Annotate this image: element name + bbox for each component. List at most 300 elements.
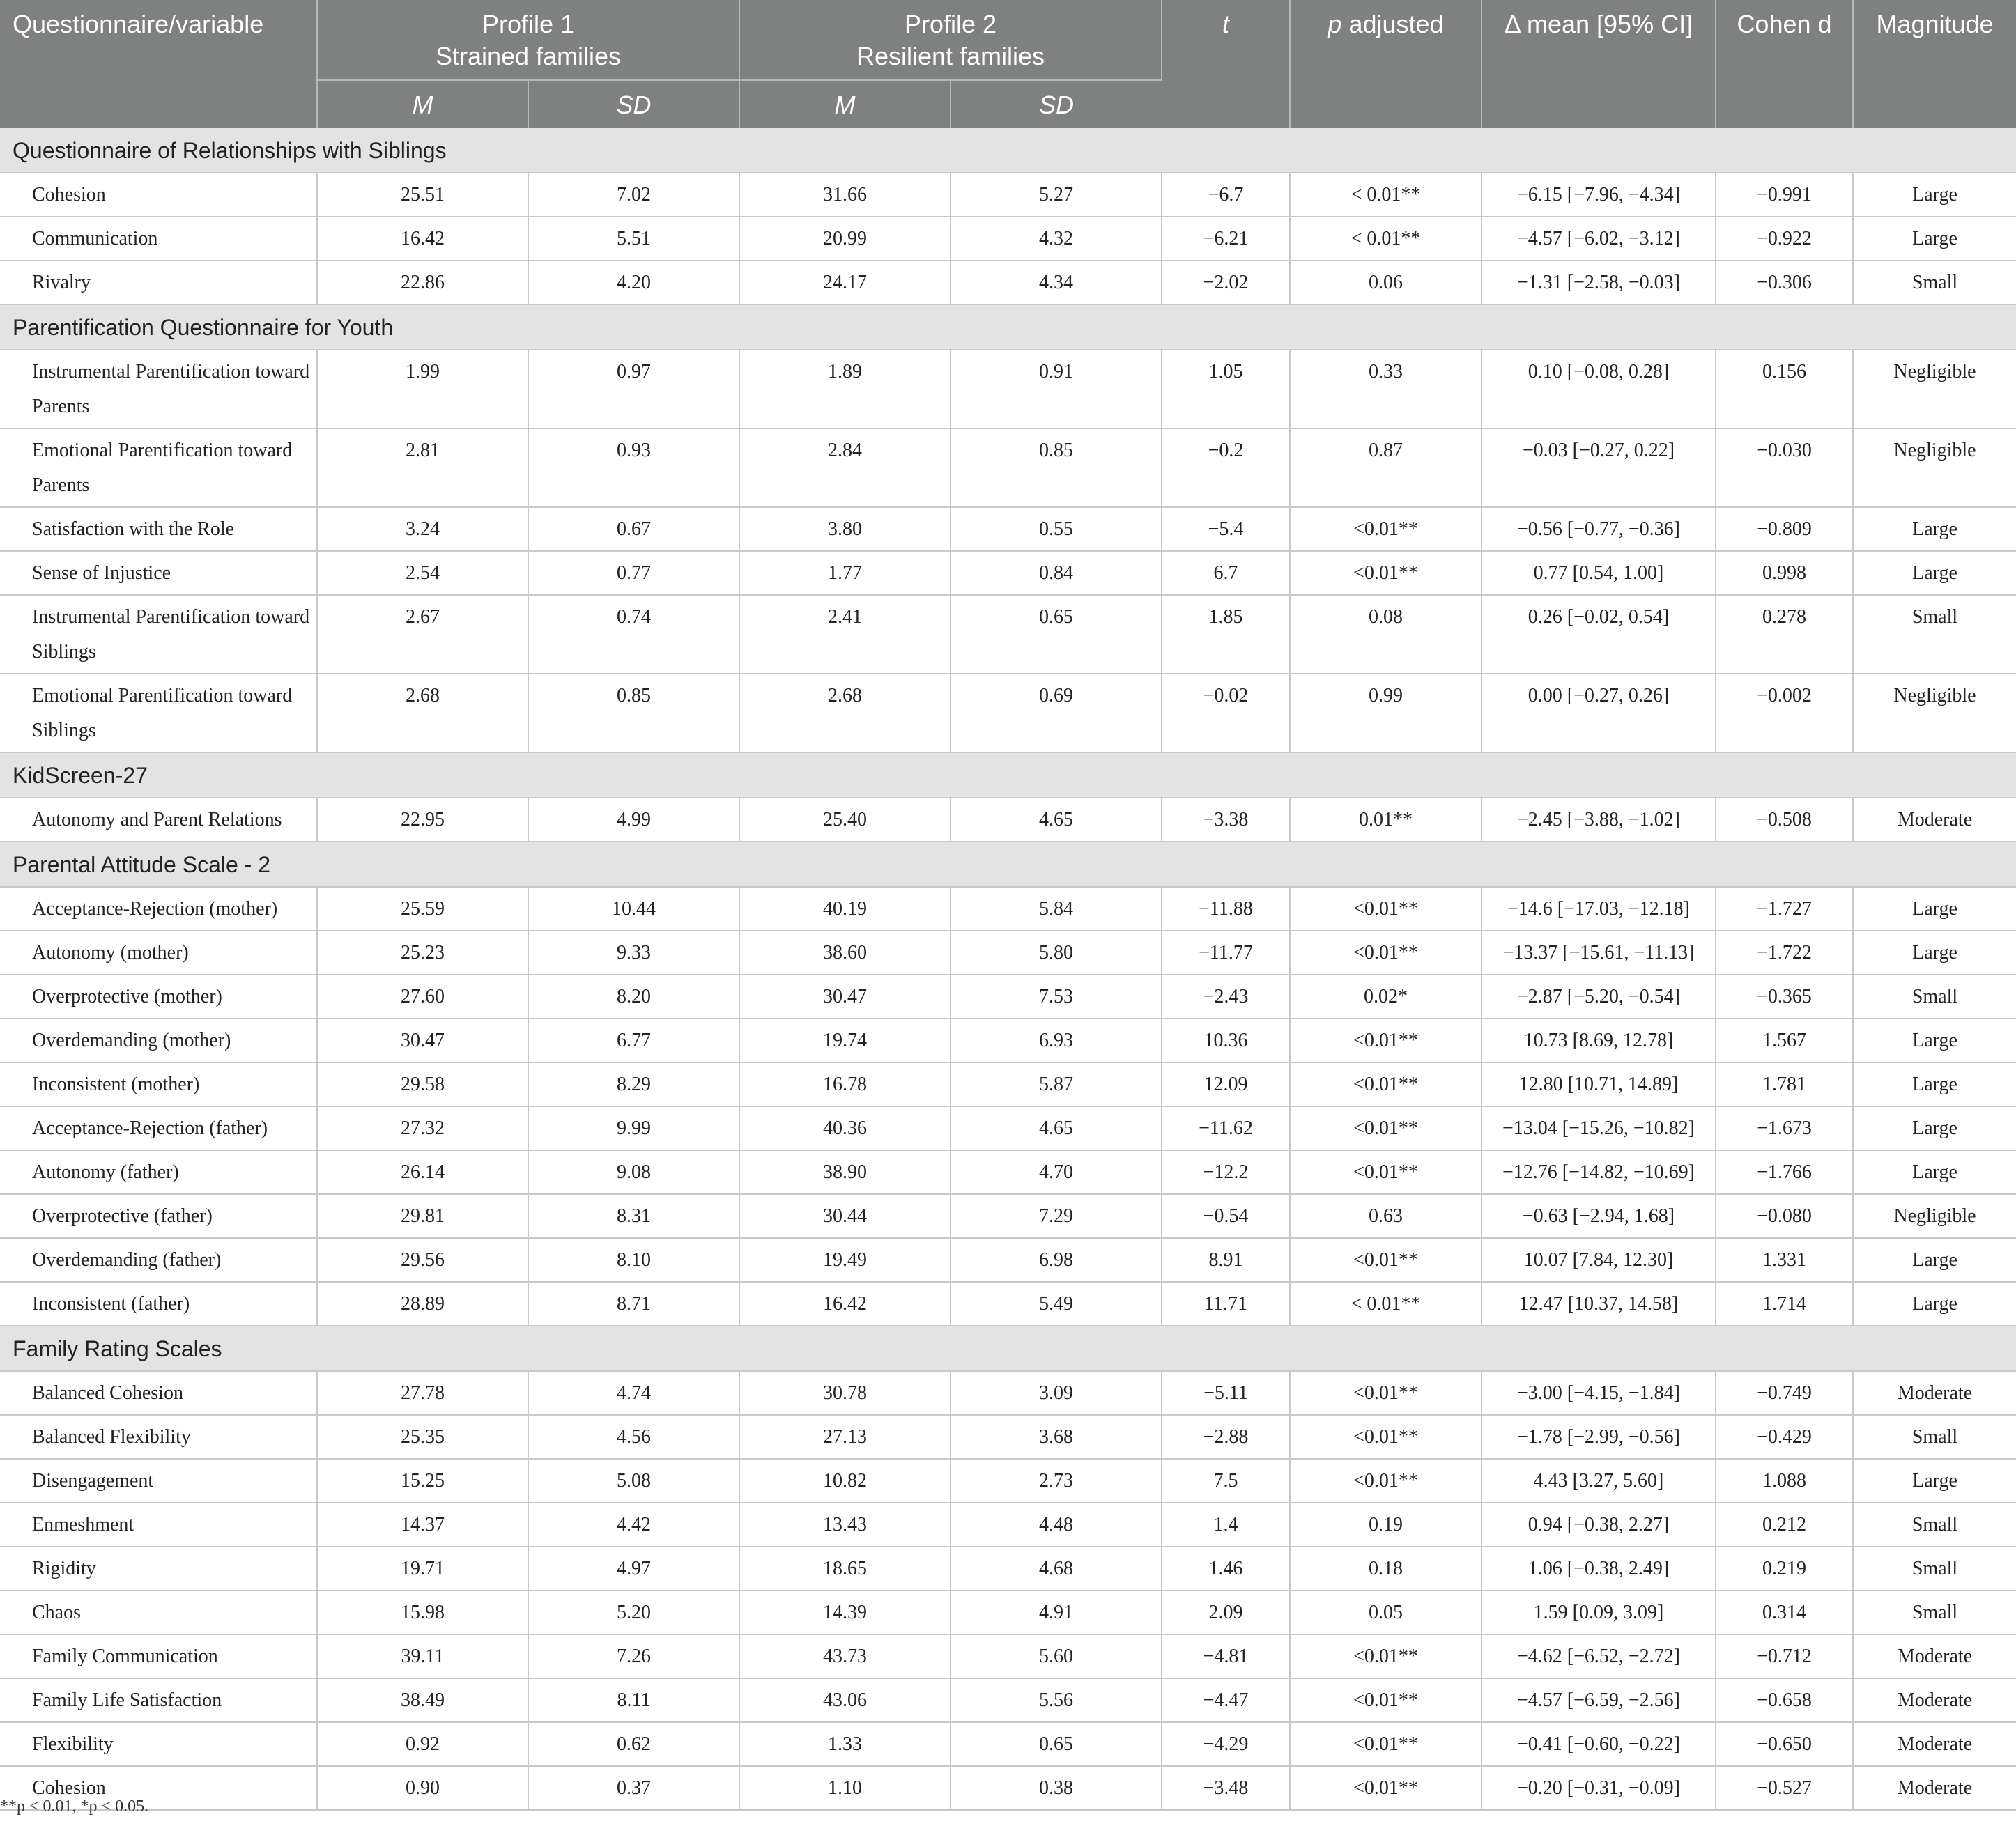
t-cell: 1.4 <box>1162 1503 1290 1547</box>
table-row <box>0 1766 2016 1810</box>
p-adjusted-cell: <0.01** <box>1290 1766 1482 1810</box>
p2-sd-cell: 5.60 <box>951 1634 1162 1678</box>
variable-cell: Balanced Cohesion <box>0 1371 317 1415</box>
p1-sd-cell: 5.08 <box>528 1459 739 1503</box>
section-title: KidScreen-27 <box>0 752 2016 798</box>
delta-mean-cell: −13.04 [−15.26, −10.82] <box>1482 1106 1716 1150</box>
p1-mean-cell: 22.95 <box>317 798 528 842</box>
magnitude-cell: Moderate <box>1853 1371 2016 1415</box>
magnitude-cell: Moderate <box>1853 1634 2016 1678</box>
p1-mean-cell: 14.37 <box>317 1503 528 1547</box>
magnitude-cell: Negligible <box>1853 350 2016 428</box>
p1-mean-cell: 25.23 <box>317 931 528 975</box>
table-row <box>0 428 2016 507</box>
t-cell: 2.09 <box>1162 1591 1290 1634</box>
p2-sd-cell: 0.85 <box>951 428 1162 507</box>
table-row <box>0 261 2016 304</box>
delta-mean-cell: 0.10 [−0.08, 0.28] <box>1482 350 1716 428</box>
delta-mean-cell: 1.59 [0.09, 3.09] <box>1482 1591 1716 1634</box>
table-row <box>0 350 2016 428</box>
cohen-d-cell: −1.727 <box>1716 887 1853 931</box>
p-adjusted-cell: 0.01** <box>1290 798 1482 842</box>
p1-mean-cell: 29.58 <box>317 1062 528 1106</box>
p-adjusted-cell: 0.99 <box>1290 674 1482 752</box>
variable-cell: Flexibility <box>0 1722 317 1766</box>
cohen-d-cell: 1.088 <box>1716 1459 1853 1503</box>
magnitude-cell: Large <box>1853 1062 2016 1106</box>
variable-cell: Enmeshment <box>0 1503 317 1547</box>
variable-cell: Instrumental Parentification toward Siblings <box>0 595 317 674</box>
p2-mean-cell: 14.39 <box>739 1591 951 1634</box>
header-profile-1-line2: Strained families <box>435 42 622 70</box>
p1-mean-cell: 25.59 <box>317 887 528 931</box>
p1-sd-cell: 8.71 <box>528 1282 739 1326</box>
section-title: Parentification Questionnaire for Youth <box>0 304 2016 350</box>
header-p-letter: p <box>1328 10 1342 38</box>
cohen-d-cell: −0.002 <box>1716 674 1853 752</box>
p2-sd-cell: 6.98 <box>951 1238 1162 1282</box>
delta-mean-cell: −14.6 [−17.03, −12.18] <box>1482 887 1716 931</box>
p-adjusted-cell: 0.05 <box>1290 1591 1482 1634</box>
magnitude-cell: Small <box>1853 595 2016 674</box>
t-cell: −0.2 <box>1162 428 1290 507</box>
p-adjusted-cell: 0.87 <box>1290 428 1482 507</box>
t-cell: 12.09 <box>1162 1062 1290 1106</box>
table-row <box>0 1150 2016 1194</box>
table-row <box>0 1238 2016 1282</box>
p1-mean-cell: 1.99 <box>317 350 528 428</box>
variable-cell: Inconsistent (mother) <box>0 1062 317 1106</box>
p2-sd-cell: 4.34 <box>951 261 1162 304</box>
p2-sd-cell: 4.91 <box>951 1591 1162 1634</box>
section-header-row <box>0 128 2016 173</box>
p1-sd-cell: 0.62 <box>528 1722 739 1766</box>
p1-mean-cell: 15.98 <box>317 1591 528 1634</box>
magnitude-cell: Large <box>1853 1459 2016 1503</box>
p1-sd-cell: 9.33 <box>528 931 739 975</box>
p2-mean-cell: 31.66 <box>739 173 951 217</box>
p1-sd-cell: 7.26 <box>528 1634 739 1678</box>
p-adjusted-cell: 0.06 <box>1290 261 1482 304</box>
cohen-d-cell: −0.080 <box>1716 1194 1853 1238</box>
header-delta-mean: Δ mean [95% CI] <box>1482 0 1716 128</box>
magnitude-cell: Large <box>1853 887 2016 931</box>
p2-mean-cell: 1.10 <box>739 1766 951 1810</box>
t-cell: −2.43 <box>1162 975 1290 1019</box>
magnitude-cell: Negligible <box>1853 1194 2016 1238</box>
p2-sd-cell: 4.70 <box>951 1150 1162 1194</box>
t-cell: −4.47 <box>1162 1678 1290 1722</box>
delta-mean-cell: −4.62 [−6.52, −2.72] <box>1482 1634 1716 1678</box>
section-header-row <box>0 1326 2016 1371</box>
magnitude-cell: Large <box>1853 1282 2016 1326</box>
p-adjusted-cell: <0.01** <box>1290 1106 1482 1150</box>
p-adjusted-cell: <0.01** <box>1290 887 1482 931</box>
cohen-d-cell: −0.429 <box>1716 1415 1853 1459</box>
cohen-d-cell: −1.766 <box>1716 1150 1853 1194</box>
variable-cell: Disengagement <box>0 1459 317 1503</box>
cohen-d-cell: −0.030 <box>1716 428 1853 507</box>
p2-mean-cell: 30.47 <box>739 975 951 1019</box>
magnitude-cell: Small <box>1853 1503 2016 1547</box>
p-adjusted-cell: <0.01** <box>1290 507 1482 551</box>
table-row <box>0 1591 2016 1634</box>
p1-sd-cell: 8.10 <box>528 1238 739 1282</box>
p-adjusted-cell: <0.01** <box>1290 1150 1482 1194</box>
header-p1-sd: SD <box>528 80 739 128</box>
p1-sd-cell: 8.20 <box>528 975 739 1019</box>
p2-sd-cell: 4.32 <box>951 217 1162 261</box>
table-row <box>0 887 2016 931</box>
t-cell: 1.05 <box>1162 350 1290 428</box>
t-cell: 1.85 <box>1162 595 1290 674</box>
p1-sd-cell: 4.20 <box>528 261 739 304</box>
magnitude-cell: Large <box>1853 507 2016 551</box>
magnitude-cell: Large <box>1853 217 2016 261</box>
p-adjusted-cell: < 0.01** <box>1290 217 1482 261</box>
magnitude-cell: Moderate <box>1853 798 2016 842</box>
p1-mean-cell: 28.89 <box>317 1282 528 1326</box>
p1-mean-cell: 29.81 <box>317 1194 528 1238</box>
p2-mean-cell: 19.74 <box>739 1019 951 1062</box>
section-title: Parental Attitude Scale - 2 <box>0 842 2016 887</box>
delta-mean-cell: −1.78 [−2.99, −0.56] <box>1482 1415 1716 1459</box>
section-header-row <box>0 304 2016 350</box>
table-row <box>0 1106 2016 1150</box>
section-header-row <box>0 842 2016 887</box>
p2-sd-cell: 0.38 <box>951 1766 1162 1810</box>
table-row <box>0 173 2016 217</box>
delta-mean-cell: −1.31 [−2.58, −0.03] <box>1482 261 1716 304</box>
p2-sd-cell: 0.65 <box>951 1722 1162 1766</box>
cohen-d-cell: −0.365 <box>1716 975 1853 1019</box>
p-adjusted-cell: 0.08 <box>1290 595 1482 674</box>
p2-mean-cell: 18.65 <box>739 1547 951 1591</box>
p2-mean-cell: 24.17 <box>739 261 951 304</box>
magnitude-cell: Small <box>1853 1415 2016 1459</box>
cohen-d-cell: −0.306 <box>1716 261 1853 304</box>
p2-sd-cell: 3.09 <box>951 1371 1162 1415</box>
p2-sd-cell: 0.84 <box>951 551 1162 595</box>
t-cell: −6.21 <box>1162 217 1290 261</box>
p-adjusted-cell: <0.01** <box>1290 1371 1482 1415</box>
table-row <box>0 1634 2016 1678</box>
p1-mean-cell: 25.35 <box>317 1415 528 1459</box>
t-cell: −11.77 <box>1162 931 1290 975</box>
p1-sd-cell: 7.02 <box>528 173 739 217</box>
p2-sd-cell: 4.65 <box>951 798 1162 842</box>
delta-mean-cell: −0.56 [−0.77, −0.36] <box>1482 507 1716 551</box>
delta-mean-cell: −0.03 [−0.27, 0.22] <box>1482 428 1716 507</box>
p2-mean-cell: 40.19 <box>739 887 951 931</box>
magnitude-cell: Moderate <box>1853 1722 2016 1766</box>
p2-mean-cell: 30.44 <box>739 1194 951 1238</box>
variable-cell: Overdemanding (mother) <box>0 1019 317 1062</box>
table-row <box>0 931 2016 975</box>
delta-mean-cell: 10.07 [7.84, 12.30] <box>1482 1238 1716 1282</box>
t-cell: 1.46 <box>1162 1547 1290 1591</box>
footnote: **p < 0.01, *p < 0.05. <box>0 1797 149 1816</box>
delta-mean-cell: −4.57 [−6.02, −3.12] <box>1482 217 1716 261</box>
p2-mean-cell: 43.73 <box>739 1634 951 1678</box>
p-adjusted-cell: < 0.01** <box>1290 1282 1482 1326</box>
delta-mean-cell: −12.76 [−14.82, −10.69] <box>1482 1150 1716 1194</box>
header-p-adjusted <box>1290 0 1482 128</box>
t-cell: −5.11 <box>1162 1371 1290 1415</box>
variable-cell: Cohesion <box>0 1766 317 1810</box>
cohen-d-cell: 0.278 <box>1716 595 1853 674</box>
p2-mean-cell: 40.36 <box>739 1106 951 1150</box>
cohen-d-cell: 1.781 <box>1716 1062 1853 1106</box>
p1-sd-cell: 4.99 <box>528 798 739 842</box>
p1-sd-cell: 5.20 <box>528 1591 739 1634</box>
table-body <box>0 128 2016 1810</box>
header-profile-2-line1: Profile 2 <box>904 10 997 38</box>
magnitude-cell: Large <box>1853 1238 2016 1282</box>
variable-cell: Chaos <box>0 1591 317 1634</box>
header-p-rest: adjusted <box>1341 10 1444 38</box>
table-row <box>0 595 2016 674</box>
cohen-d-cell: 0.156 <box>1716 350 1853 428</box>
variable-cell: Overprotective (mother) <box>0 975 317 1019</box>
p2-mean-cell: 25.40 <box>739 798 951 842</box>
variable-cell: Balanced Flexibility <box>0 1415 317 1459</box>
p2-mean-cell: 38.60 <box>739 931 951 975</box>
variable-cell: Autonomy (mother) <box>0 931 317 975</box>
p1-sd-cell: 9.08 <box>528 1150 739 1194</box>
t-cell: −6.7 <box>1162 173 1290 217</box>
magnitude-cell: Large <box>1853 1106 2016 1150</box>
delta-mean-cell: −0.41 [−0.60, −0.22] <box>1482 1722 1716 1766</box>
variable-cell: Autonomy (father) <box>0 1150 317 1194</box>
magnitude-cell: Moderate <box>1853 1678 2016 1722</box>
p2-mean-cell: 2.41 <box>739 595 951 674</box>
table-header <box>0 0 2016 128</box>
p-adjusted-cell: <0.01** <box>1290 1722 1482 1766</box>
delta-mean-cell: −2.45 [−3.88, −1.02] <box>1482 798 1716 842</box>
delta-mean-cell: 0.00 [−0.27, 0.26] <box>1482 674 1716 752</box>
magnitude-cell: Small <box>1853 1547 2016 1591</box>
p1-mean-cell: 2.68 <box>317 674 528 752</box>
p2-mean-cell: 10.82 <box>739 1459 951 1503</box>
cohen-d-cell: 1.331 <box>1716 1238 1853 1282</box>
p1-mean-cell: 2.54 <box>317 551 528 595</box>
magnitude-cell: Large <box>1853 1150 2016 1194</box>
p1-sd-cell: 8.29 <box>528 1062 739 1106</box>
p2-mean-cell: 13.43 <box>739 1503 951 1547</box>
p2-sd-cell: 0.55 <box>951 507 1162 551</box>
cohen-d-cell: −0.527 <box>1716 1766 1853 1810</box>
p1-mean-cell: 2.81 <box>317 428 528 507</box>
p2-mean-cell: 2.68 <box>739 674 951 752</box>
magnitude-cell: Large <box>1853 551 2016 595</box>
variable-cell: Communication <box>0 217 317 261</box>
magnitude-cell: Large <box>1853 931 2016 975</box>
cohen-d-cell: −0.991 <box>1716 173 1853 217</box>
t-cell: −3.38 <box>1162 798 1290 842</box>
p2-sd-cell: 7.53 <box>951 975 1162 1019</box>
p2-sd-cell: 4.65 <box>951 1106 1162 1150</box>
p1-mean-cell: 38.49 <box>317 1678 528 1722</box>
p2-mean-cell: 2.84 <box>739 428 951 507</box>
t-cell: −11.88 <box>1162 887 1290 931</box>
table-row <box>0 1062 2016 1106</box>
p1-sd-cell: 0.85 <box>528 674 739 752</box>
delta-mean-cell: 12.47 [10.37, 14.58] <box>1482 1282 1716 1326</box>
p-adjusted-cell: <0.01** <box>1290 1238 1482 1282</box>
p1-mean-cell: 2.67 <box>317 595 528 674</box>
table-row <box>0 1547 2016 1591</box>
table-row <box>0 1371 2016 1415</box>
p1-sd-cell: 0.67 <box>528 507 739 551</box>
p-adjusted-cell: <0.01** <box>1290 1678 1482 1722</box>
p2-mean-cell: 1.33 <box>739 1722 951 1766</box>
t-cell: −2.88 <box>1162 1415 1290 1459</box>
cohen-d-cell: −0.508 <box>1716 798 1853 842</box>
p1-mean-cell: 0.92 <box>317 1722 528 1766</box>
table-row <box>0 1678 2016 1722</box>
header-profile-2 <box>739 0 1162 80</box>
p2-mean-cell: 27.13 <box>739 1415 951 1459</box>
p2-sd-cell: 0.91 <box>951 350 1162 428</box>
p2-sd-cell: 3.68 <box>951 1415 1162 1459</box>
t-cell: −2.02 <box>1162 261 1290 304</box>
p-adjusted-cell: 0.63 <box>1290 1194 1482 1238</box>
header-profile-1 <box>317 0 739 80</box>
p-adjusted-cell: < 0.01** <box>1290 173 1482 217</box>
t-cell: −5.4 <box>1162 507 1290 551</box>
p1-sd-cell: 4.56 <box>528 1415 739 1459</box>
variable-cell: Overprotective (father) <box>0 1194 317 1238</box>
variable-cell: Acceptance-Rejection (father) <box>0 1106 317 1150</box>
section-title: Family Rating Scales <box>0 1326 2016 1371</box>
magnitude-cell: Negligible <box>1853 674 2016 752</box>
p2-sd-cell: 4.48 <box>951 1503 1162 1547</box>
p1-sd-cell: 8.31 <box>528 1194 739 1238</box>
p1-mean-cell: 27.60 <box>317 975 528 1019</box>
variable-cell: Inconsistent (father) <box>0 1282 317 1326</box>
p2-sd-cell: 5.27 <box>951 173 1162 217</box>
table-row <box>0 1415 2016 1459</box>
p-adjusted-cell: <0.01** <box>1290 1634 1482 1678</box>
header-variable: Questionnaire/variable <box>0 0 317 128</box>
p1-mean-cell: 16.42 <box>317 217 528 261</box>
p-adjusted-cell: 0.33 <box>1290 350 1482 428</box>
p2-sd-cell: 0.65 <box>951 595 1162 674</box>
p2-sd-cell: 5.56 <box>951 1678 1162 1722</box>
delta-mean-cell: −0.63 [−2.94, 1.68] <box>1482 1194 1716 1238</box>
p2-sd-cell: 5.87 <box>951 1062 1162 1106</box>
header-profile-1-line1: Profile 1 <box>482 10 575 38</box>
cohen-d-cell: −0.712 <box>1716 1634 1853 1678</box>
magnitude-cell: Large <box>1853 1019 2016 1062</box>
p2-sd-cell: 5.80 <box>951 931 1162 975</box>
cohen-d-cell: −0.922 <box>1716 217 1853 261</box>
delta-mean-cell: −2.87 [−5.20, −0.54] <box>1482 975 1716 1019</box>
magnitude-cell: Moderate <box>1853 1766 2016 1810</box>
p2-sd-cell: 7.29 <box>951 1194 1162 1238</box>
cohen-d-cell: −0.650 <box>1716 1722 1853 1766</box>
p2-sd-cell: 4.68 <box>951 1547 1162 1591</box>
cohen-d-cell: 0.212 <box>1716 1503 1853 1547</box>
magnitude-cell: Small <box>1853 261 2016 304</box>
delta-mean-cell: −13.37 [−15.61, −11.13] <box>1482 931 1716 975</box>
table-row <box>0 507 2016 551</box>
header-p2-m: M <box>739 80 951 128</box>
variable-cell: Instrumental Parentification toward Parents <box>0 350 317 428</box>
p1-sd-cell: 8.11 <box>528 1678 739 1722</box>
p1-sd-cell: 4.42 <box>528 1503 739 1547</box>
p1-sd-cell: 0.93 <box>528 428 739 507</box>
p-adjusted-cell: <0.01** <box>1290 1415 1482 1459</box>
t-cell: −12.2 <box>1162 1150 1290 1194</box>
variable-cell: Sense of Injustice <box>0 551 317 595</box>
delta-mean-cell: −0.20 [−0.31, −0.09] <box>1482 1766 1716 1810</box>
delta-mean-cell: 0.94 [−0.38, 2.27] <box>1482 1503 1716 1547</box>
magnitude-cell: Negligible <box>1853 428 2016 507</box>
p1-sd-cell: 0.97 <box>528 350 739 428</box>
t-cell: −4.81 <box>1162 1634 1290 1678</box>
table-row <box>0 217 2016 261</box>
delta-mean-cell: −6.15 [−7.96, −4.34] <box>1482 173 1716 217</box>
p2-sd-cell: 6.93 <box>951 1019 1162 1062</box>
p1-mean-cell: 3.24 <box>317 507 528 551</box>
table-row <box>0 975 2016 1019</box>
variable-cell: Family Communication <box>0 1634 317 1678</box>
cohen-d-cell: −1.673 <box>1716 1106 1853 1150</box>
variable-cell: Cohesion <box>0 173 317 217</box>
p-adjusted-cell: <0.01** <box>1290 1459 1482 1503</box>
t-cell: 10.36 <box>1162 1019 1290 1062</box>
t-cell: 11.71 <box>1162 1282 1290 1326</box>
p2-sd-cell: 5.84 <box>951 887 1162 931</box>
cohen-d-cell: 0.314 <box>1716 1591 1853 1634</box>
variable-cell: Autonomy and Parent Relations <box>0 798 317 842</box>
p1-sd-cell: 0.37 <box>528 1766 739 1810</box>
p2-mean-cell: 1.77 <box>739 551 951 595</box>
magnitude-cell: Small <box>1853 1591 2016 1634</box>
p2-mean-cell: 16.42 <box>739 1282 951 1326</box>
p-adjusted-cell: 0.18 <box>1290 1547 1482 1591</box>
delta-mean-cell: −4.57 [−6.59, −2.56] <box>1482 1678 1716 1722</box>
p2-mean-cell: 30.78 <box>739 1371 951 1415</box>
p2-mean-cell: 20.99 <box>739 217 951 261</box>
p1-sd-cell: 10.44 <box>528 887 739 931</box>
p-adjusted-cell: <0.01** <box>1290 551 1482 595</box>
section-title: Questionnaire of Relationships with Siblings <box>0 128 2016 173</box>
table-row <box>0 1194 2016 1238</box>
cohen-d-cell: 0.998 <box>1716 551 1853 595</box>
p1-mean-cell: 29.56 <box>317 1238 528 1282</box>
p2-mean-cell: 16.78 <box>739 1062 951 1106</box>
variable-cell: Emotional Parentification toward Siblings <box>0 674 317 752</box>
table-row <box>0 1019 2016 1062</box>
table-row <box>0 1459 2016 1503</box>
variable-cell: Rivalry <box>0 261 317 304</box>
magnitude-cell: Large <box>1853 173 2016 217</box>
p2-mean-cell: 1.89 <box>739 350 951 428</box>
p2-sd-cell: 2.73 <box>951 1459 1162 1503</box>
p1-mean-cell: 27.32 <box>317 1106 528 1150</box>
delta-mean-cell: 4.43 [3.27, 5.60] <box>1482 1459 1716 1503</box>
table-row <box>0 798 2016 842</box>
header-p1-m: M <box>317 80 528 128</box>
cohen-d-cell: −0.658 <box>1716 1678 1853 1722</box>
p1-sd-cell: 5.51 <box>528 217 739 261</box>
p2-sd-cell: 5.49 <box>951 1282 1162 1326</box>
p1-mean-cell: 27.78 <box>317 1371 528 1415</box>
table-row <box>0 1722 2016 1766</box>
